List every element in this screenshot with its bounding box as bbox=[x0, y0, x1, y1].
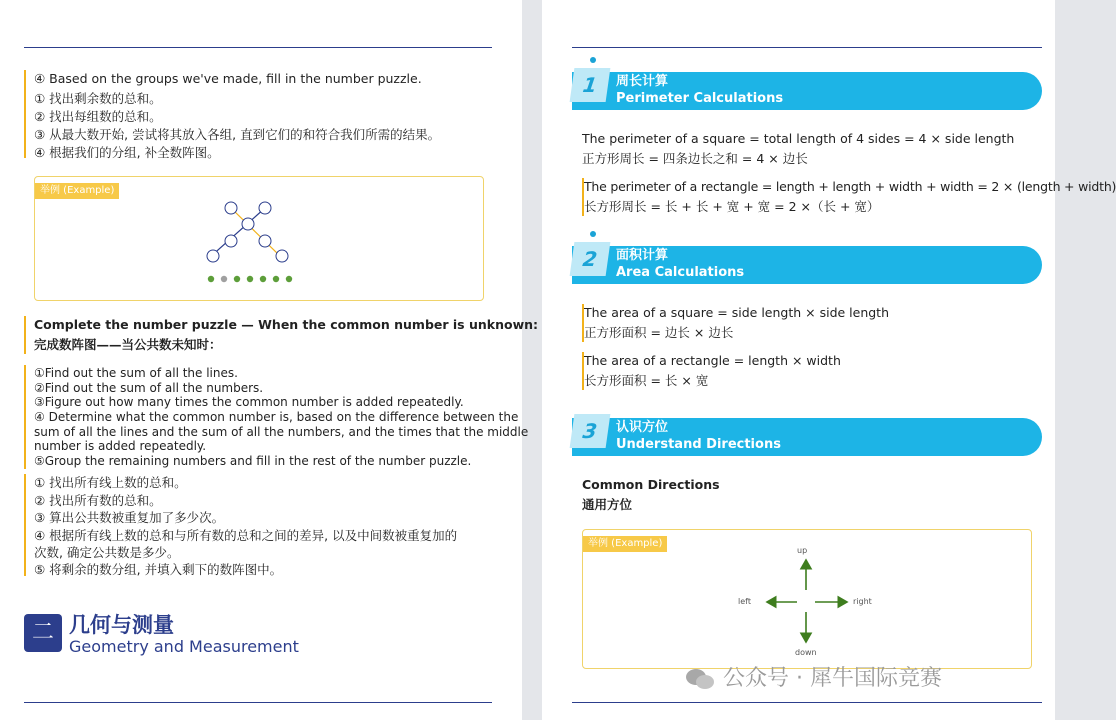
area-square-en: The area of a square = side length × side length bbox=[584, 305, 890, 320]
left-page bbox=[0, 0, 539, 720]
label-right: right bbox=[853, 597, 872, 606]
bottom-rule bbox=[24, 702, 492, 703]
example-box-directions bbox=[582, 529, 1032, 669]
step-zh-2: ② 找出每组数的总和。 bbox=[34, 109, 162, 124]
perimeter-square-zh: 正方形周长 = 四条边长之和 = 4 × 边长 bbox=[582, 151, 808, 166]
banner-title-en: Area Calculations bbox=[616, 265, 745, 280]
puzzle-step-zh-1: ① 找出所有线上数的总和。 bbox=[34, 475, 187, 490]
banner-area bbox=[572, 246, 1042, 284]
step-zh-3: ③ 从最大数开始, 尝试将其放入各组, 直到它们的和符合我们所需的结果。 bbox=[34, 127, 441, 142]
counter-dot bbox=[208, 276, 214, 282]
puzzle-step-zh-4b: 次数, 确定公共数是多少。 bbox=[34, 545, 180, 560]
counter-dot bbox=[234, 276, 240, 282]
label-up: up bbox=[797, 546, 808, 555]
counter-dot bbox=[247, 276, 253, 282]
section-number-box: 二 bbox=[24, 614, 62, 652]
accent-bar bbox=[24, 70, 26, 158]
watermark-text: 公众号 · 犀牛国际竞赛 bbox=[723, 666, 942, 691]
accent-bar bbox=[24, 365, 26, 469]
bottom-rule bbox=[572, 702, 1042, 703]
banner-title-zh: 面积计算 bbox=[616, 248, 669, 263]
accent-bar bbox=[24, 474, 26, 576]
section-title-en: Geometry and Measurement bbox=[69, 637, 299, 656]
puzzle-step-zh-2: ② 找出所有数的总和。 bbox=[34, 493, 162, 508]
perimeter-rect-zh: 长方形周长 = 长 + 长 + 宽 + 宽 = 2 ×（长 + 宽） bbox=[584, 199, 880, 214]
banner-number: 3 bbox=[570, 414, 611, 448]
banner-directions bbox=[572, 418, 1042, 456]
right-page bbox=[542, 0, 1116, 720]
area-square-zh: 正方形面积 = 边长 × 边长 bbox=[584, 325, 734, 340]
chat-bubble-icon bbox=[685, 667, 715, 691]
example-label: 举例 (Example) bbox=[583, 536, 667, 552]
area-rect-zh: 长方形面积 = 长 × 宽 bbox=[584, 373, 709, 388]
banner-title-zh: 周长计算 bbox=[616, 74, 669, 89]
puzzle-step-zh-4a: ④ 根据所有线上数的总和与所有数的总和之间的差异, 以及中间数被重复加的 bbox=[34, 528, 458, 543]
counter-dot bbox=[221, 276, 227, 282]
puzzle-title-en: Complete the number puzzle — When the common number is unknown: bbox=[34, 317, 539, 332]
counter-dot bbox=[260, 276, 266, 282]
banner-number: 1 bbox=[570, 68, 611, 102]
pin-icon bbox=[590, 231, 596, 237]
step-zh-4: ④ 根据我们的分组, 补全数阵图。 bbox=[34, 145, 220, 160]
step-zh-1: ① 找出剩余数的总和。 bbox=[34, 91, 162, 106]
label-down: down bbox=[795, 648, 817, 657]
puzzle-step-en-1: ①Find out the sum of all the lines. bbox=[34, 366, 238, 380]
puzzle-step-en-5: ⑤Group the remaining numbers and fill in the rest of the number puzzle. bbox=[34, 454, 472, 468]
puzzle-node bbox=[207, 250, 219, 262]
accent-bar bbox=[24, 316, 26, 354]
banner-title-en: Perimeter Calculations bbox=[616, 91, 784, 106]
puzzle-node bbox=[259, 235, 271, 247]
step4-en: ④ Based on the groups we've made, fill in the number puzzle. bbox=[34, 71, 422, 86]
perimeter-rect-en: The perimeter of a rectangle = length + length + width + width = 2 × (length + width) bbox=[584, 179, 1116, 194]
top-rule bbox=[572, 47, 1042, 48]
puzzle-step-en-2: ②Find out the sum of all the numbers. bbox=[34, 381, 264, 395]
puzzle-step-en-3: ③Figure out how many times the common number is added repeatedly. bbox=[34, 395, 464, 409]
puzzle-step-zh-3: ③ 算出公共数被重复加了多少次。 bbox=[34, 510, 225, 525]
puzzle-title-zh: 完成数阵图——当公共数未知时： bbox=[34, 337, 222, 352]
common-directions-zh: 通用方位 bbox=[582, 497, 633, 512]
perimeter-square-en: The perimeter of a square = total length of 4 sides = 4 × side length bbox=[582, 131, 1015, 146]
common-directions-en: Common Directions bbox=[582, 477, 720, 492]
banner-title-en: Understand Directions bbox=[616, 437, 781, 452]
puzzle-step-zh-5: ⑤ 将剩余的数分组, 并填入剩下的数阵图中。 bbox=[34, 562, 283, 577]
section-title-zh: 几何与测量 bbox=[69, 613, 174, 637]
counter-dot bbox=[273, 276, 279, 282]
watermark bbox=[685, 664, 1030, 694]
puzzle-step-en-4b: sum of all the lines and the sum of all the numbers, and the times that the middle bbox=[34, 425, 529, 439]
pin-icon bbox=[590, 57, 596, 63]
banner-perimeter bbox=[572, 72, 1042, 110]
area-rect-en: The area of a rectangle = length × width bbox=[584, 353, 841, 368]
label-left: left bbox=[738, 597, 751, 606]
top-rule bbox=[24, 47, 492, 48]
example-box-puzzle bbox=[34, 176, 484, 301]
puzzle-diagram bbox=[35, 177, 485, 302]
counter-dot bbox=[286, 276, 292, 282]
puzzle-node bbox=[225, 202, 237, 214]
puzzle-node bbox=[259, 202, 271, 214]
puzzle-node bbox=[225, 235, 237, 247]
banner-number: 2 bbox=[570, 242, 611, 276]
puzzle-step-en-4c: number is added repeatedly. bbox=[34, 439, 207, 453]
banner-title-zh: 认识方位 bbox=[616, 420, 669, 435]
puzzle-step-en-4a: ④ Determine what the common number is, based on the difference between the bbox=[34, 410, 519, 424]
puzzle-node-center bbox=[242, 218, 254, 230]
example-label: 举例 (Example) bbox=[35, 183, 119, 199]
puzzle-node bbox=[276, 250, 288, 262]
